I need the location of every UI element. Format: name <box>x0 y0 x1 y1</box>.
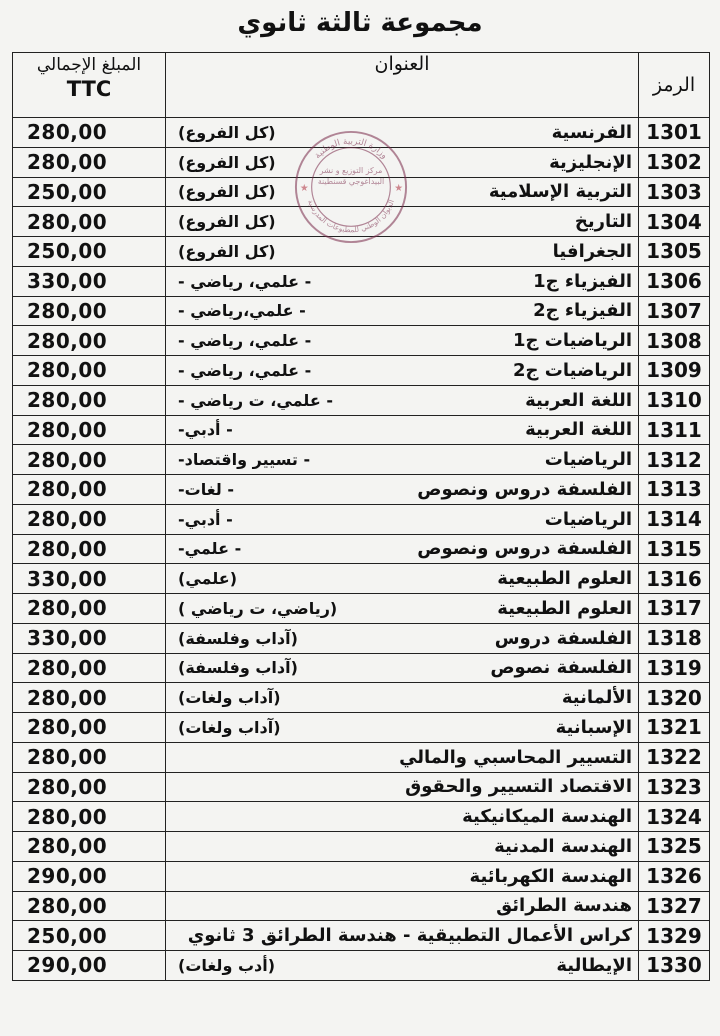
price-cell: 290,00 <box>13 861 166 891</box>
subject-name: الجغرافيا <box>552 240 632 262</box>
price-cell: 280,00 <box>13 445 166 475</box>
subject-name: الإنجليزية <box>549 151 632 173</box>
subject-name: الفيزياء ج2 <box>533 300 632 322</box>
title-cell <box>166 385 639 415</box>
price-cell: 280,00 <box>13 147 166 177</box>
price-cell: 280,00 <box>13 772 166 802</box>
price-cell: 280,00 <box>13 683 166 713</box>
price-cell: 280,00 <box>13 653 166 683</box>
subject-name: التربية الإسلامية <box>488 181 632 203</box>
code-cell: 1320 <box>639 683 710 713</box>
title-cell <box>166 772 639 802</box>
table-row <box>13 504 710 534</box>
price-cell: 250,00 <box>13 921 166 951</box>
stream-label: - أدبي- <box>178 420 233 440</box>
title-cell <box>166 177 639 207</box>
price-cell: 280,00 <box>13 207 166 237</box>
table-row <box>13 951 710 981</box>
subject-name: العلوم الطبيعية <box>497 597 632 619</box>
subject-name: اللغة العربية <box>525 389 632 411</box>
title-cell <box>166 802 639 832</box>
title-cell <box>166 683 639 713</box>
code-cell: 1310 <box>639 385 710 415</box>
stream-label: (كل الفروع) <box>178 122 276 142</box>
table-row <box>13 385 710 415</box>
price-cell: 280,00 <box>13 118 166 148</box>
stamp-inner-text: مركز التوزيع و نشر البيداغوجي قسنطينة <box>317 166 385 187</box>
table-row <box>13 861 710 891</box>
code-cell: 1301 <box>639 118 710 148</box>
subject-name: الرياضيات ج2 <box>512 359 632 381</box>
price-cell: 290,00 <box>13 951 166 981</box>
title-cell <box>166 653 639 683</box>
table-row <box>13 177 710 207</box>
price-cell: 280,00 <box>13 504 166 534</box>
subject-name: الرياضيات ج1 <box>512 330 632 352</box>
price-cell: 280,00 <box>13 326 166 356</box>
title-cell <box>166 742 639 772</box>
subject-name: التاريخ <box>574 211 632 233</box>
header-title: العنوان <box>166 53 639 118</box>
price-cell: 330,00 <box>13 266 166 296</box>
title-cell <box>166 445 639 475</box>
page-title: مجموعة ثالثة ثانوي <box>237 8 483 38</box>
stream-label: (آداب وفلسفة) <box>178 658 298 678</box>
code-cell: 1308 <box>639 326 710 356</box>
code-cell: 1309 <box>639 356 710 386</box>
price-cell: 280,00 <box>13 534 166 564</box>
table-row <box>13 891 710 921</box>
title-cell <box>166 623 639 653</box>
title-cell <box>166 861 639 891</box>
header-price-unit: TTC <box>66 77 112 101</box>
price-table <box>12 52 710 981</box>
code-cell: 1323 <box>639 772 710 802</box>
subject-name: الفيزياء ج1 <box>533 270 632 292</box>
stream-label: - علمي، رياضي - <box>178 331 312 351</box>
table-row <box>13 266 710 296</box>
price-cell: 280,00 <box>13 891 166 921</box>
subject-name: الهندسة المدنية <box>494 835 632 857</box>
table-row <box>13 534 710 564</box>
title-cell <box>166 951 639 981</box>
table-row <box>13 415 710 445</box>
table-row <box>13 713 710 743</box>
price-cell: 280,00 <box>13 594 166 624</box>
table-body <box>13 118 710 981</box>
price-cell: 330,00 <box>13 564 166 594</box>
stream-label: - لغات- <box>178 479 234 499</box>
table-row <box>13 742 710 772</box>
stream-label: (آداب ولغات) <box>178 717 281 737</box>
price-cell: 280,00 <box>13 742 166 772</box>
svg-text:★: ★ <box>299 182 309 194</box>
code-cell: 1327 <box>639 891 710 921</box>
table-row <box>13 594 710 624</box>
stream-label: - علمي،رياضي - <box>178 301 306 321</box>
code-cell: 1324 <box>639 802 710 832</box>
stream-label: - علمي- <box>178 539 242 559</box>
title-cell <box>166 118 639 148</box>
title-cell <box>166 504 639 534</box>
code-cell: 1305 <box>639 237 710 267</box>
subject-name: الهندسة الميكانيكية <box>462 806 632 828</box>
price-cell: 280,00 <box>13 802 166 832</box>
table-row <box>13 653 710 683</box>
code-cell: 1319 <box>639 653 710 683</box>
code-cell: 1311 <box>639 415 710 445</box>
price-cell: 280,00 <box>13 356 166 386</box>
table-row <box>13 564 710 594</box>
header-price-label: المبلغ الإجمالي <box>36 55 142 75</box>
code-cell: 1314 <box>639 504 710 534</box>
table-row <box>13 147 710 177</box>
subject-name: التسيير المحاسبي والمالي <box>399 746 632 768</box>
code-cell: 1303 <box>639 177 710 207</box>
code-cell: 1313 <box>639 475 710 505</box>
title-cell <box>166 415 639 445</box>
code-cell: 1330 <box>639 951 710 981</box>
stream-label: (كل الفروع) <box>178 241 276 261</box>
subject-name: الاقتصاد التسيير والحقوق <box>405 776 632 798</box>
price-cell: 280,00 <box>13 415 166 445</box>
price-cell: 280,00 <box>13 713 166 743</box>
code-cell: 1307 <box>639 296 710 326</box>
code-cell: 1302 <box>639 147 710 177</box>
price-cell: 280,00 <box>13 296 166 326</box>
header-price <box>13 53 166 118</box>
subject-name: الرياضيات <box>544 449 632 471</box>
title-cell <box>166 891 639 921</box>
stream-label: (آداب ولغات) <box>178 688 281 708</box>
code-cell: 1318 <box>639 623 710 653</box>
subject-name: الرياضيات <box>544 508 632 530</box>
stream-label: (آداب وفلسفة) <box>178 628 298 648</box>
table-row <box>13 445 710 475</box>
stream-label: - علمي، ت رياضي - <box>178 390 333 410</box>
stream-label: - تسيير واقتصاد- <box>178 450 311 470</box>
subject-name: الإسبانية <box>555 716 632 738</box>
stream-label: (كل الفروع) <box>178 182 276 202</box>
table-row <box>13 623 710 653</box>
subject-name: اللغة العربية <box>525 419 632 441</box>
table-header-row <box>13 53 710 118</box>
table-row <box>13 118 710 148</box>
code-cell: 1316 <box>639 564 710 594</box>
stream-label: (رياضي، ت رياضي ) <box>178 598 338 618</box>
subject-name: الفلسفة دروس ونصوص <box>417 538 632 560</box>
subject-name: الهندسة الكهربائية <box>469 865 632 887</box>
stream-label: (علمي) <box>178 569 237 589</box>
code-cell: 1306 <box>639 266 710 296</box>
price-cell: 250,00 <box>13 237 166 267</box>
title-cell <box>166 564 639 594</box>
table-row <box>13 802 710 832</box>
title-cell <box>166 237 639 267</box>
stream-label: (أدب ولغات) <box>178 955 276 975</box>
subject-name: الفلسفة دروس <box>494 627 632 649</box>
title-cell <box>166 326 639 356</box>
code-cell: 1315 <box>639 534 710 564</box>
table-row <box>13 832 710 862</box>
price-cell: 330,00 <box>13 623 166 653</box>
price-cell: 280,00 <box>13 832 166 862</box>
price-cell: 280,00 <box>13 385 166 415</box>
stream-label: (كل الفروع) <box>178 152 276 172</box>
subject-name: الفلسفة نصوص <box>490 657 632 679</box>
stream-label: - أدبي- <box>178 509 233 529</box>
table-row <box>13 772 710 802</box>
stream-label: - علمي، رياضي - <box>178 360 312 380</box>
title-cell <box>166 713 639 743</box>
subject-name: كراس الأعمال التطبيقية - هندسة الطرائق 3 ثانوي <box>187 925 632 947</box>
header-code: الرمز <box>639 53 710 118</box>
code-cell: 1321 <box>639 713 710 743</box>
title-cell <box>166 475 639 505</box>
title-cell <box>166 296 639 326</box>
stamp-bottom-text: الديوان الوطني للمطبوعات المدرسية <box>305 198 396 235</box>
title-cell <box>166 356 639 386</box>
table-row <box>13 683 710 713</box>
svg-text:★: ★ <box>394 182 404 194</box>
table-row <box>13 207 710 237</box>
code-cell: 1312 <box>639 445 710 475</box>
table-row <box>13 326 710 356</box>
title-cell <box>166 147 639 177</box>
title-cell <box>166 921 639 951</box>
subject-name: الفلسفة دروس ونصوص <box>417 478 632 500</box>
subject-name: العلوم الطبيعية <box>497 568 632 590</box>
price-cell: 280,00 <box>13 475 166 505</box>
table-row <box>13 921 710 951</box>
price-cell: 250,00 <box>13 177 166 207</box>
code-cell: 1326 <box>639 861 710 891</box>
code-cell: 1304 <box>639 207 710 237</box>
title-cell <box>166 832 639 862</box>
title-cell <box>166 266 639 296</box>
code-cell: 1329 <box>639 921 710 951</box>
title-cell <box>166 534 639 564</box>
subject-name: الفرنسية <box>551 121 632 143</box>
table-row <box>13 296 710 326</box>
subject-name: الإيطالية <box>556 954 632 976</box>
stream-label: - علمي، رياضي - <box>178 271 312 291</box>
table-row <box>13 237 710 267</box>
code-cell: 1325 <box>639 832 710 862</box>
table-row <box>13 475 710 505</box>
table-row <box>13 356 710 386</box>
title-cell <box>166 594 639 624</box>
code-cell: 1322 <box>639 742 710 772</box>
title-cell <box>166 207 639 237</box>
subject-name: هندسة الطرائق <box>496 895 632 917</box>
stamp-outer-text: وزارة التربية الوطنية <box>312 136 390 162</box>
subject-name: الألمانية <box>561 687 632 709</box>
code-cell: 1317 <box>639 594 710 624</box>
stream-label: (كل الفروع) <box>178 212 276 232</box>
